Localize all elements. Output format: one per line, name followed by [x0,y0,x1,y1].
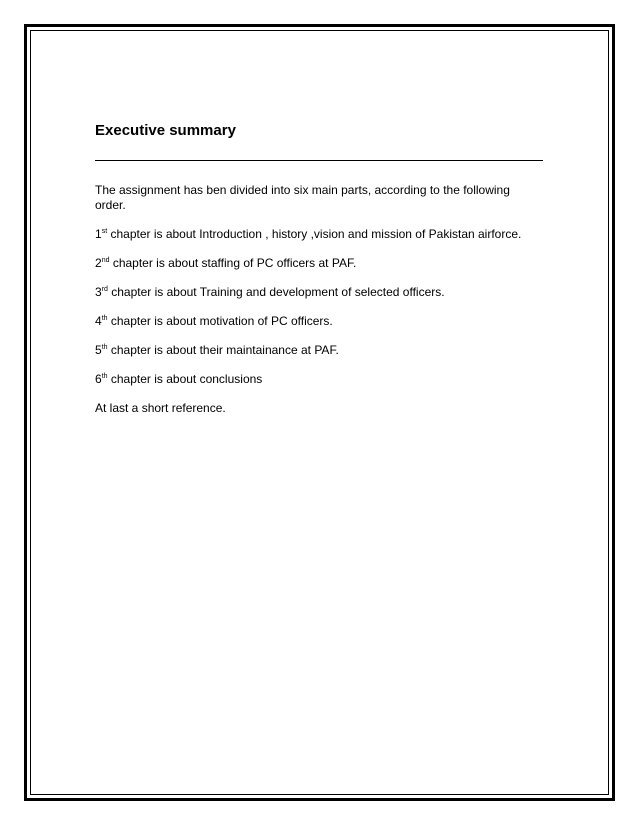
ordinal-suffix: th [101,373,108,380]
chapter-line-4 [95,314,543,329]
chapter-number: 5 [95,343,102,357]
ordinal-suffix: st [101,228,108,235]
chapter-line-3 [95,285,543,300]
chapter-number: 3 [95,285,102,299]
ordinal-suffix: th [101,315,108,322]
chapter-number: 1 [95,227,102,241]
chapter-text: chapter is about conclusions [107,372,263,386]
chapter-text: chapter is about Introduction , history ,vision and mission of Pakistan airforce. [107,227,522,241]
chapter-line-2 [95,256,543,271]
closing-line: At last a short reference. [95,401,226,415]
chapter-text: chapter is about staffing of PC officers at PAF. [109,256,357,270]
intro-paragraph: The assignment has ben divided into six main parts, according to the following order. [95,183,510,212]
chapter-number: 6 [95,372,102,386]
document-body [95,122,543,416]
page-title: Executive summary [95,122,236,139]
ordinal-suffix: nd [101,257,110,264]
chapter-text: chapter is about their maintainance at PAF. [107,343,339,357]
chapter-line-1 [95,227,543,242]
ordinal-suffix: rd [101,286,108,293]
chapter-number: 2 [95,256,102,270]
chapter-text: chapter is about motivation of PC officers. [107,314,333,328]
chapter-line-6 [95,372,543,387]
chapter-number: 4 [95,314,102,328]
title-underline [95,160,543,161]
chapter-text: chapter is about Training and development of selected officers. [107,285,445,299]
ordinal-suffix: th [101,344,108,351]
chapter-line-5 [95,343,543,358]
